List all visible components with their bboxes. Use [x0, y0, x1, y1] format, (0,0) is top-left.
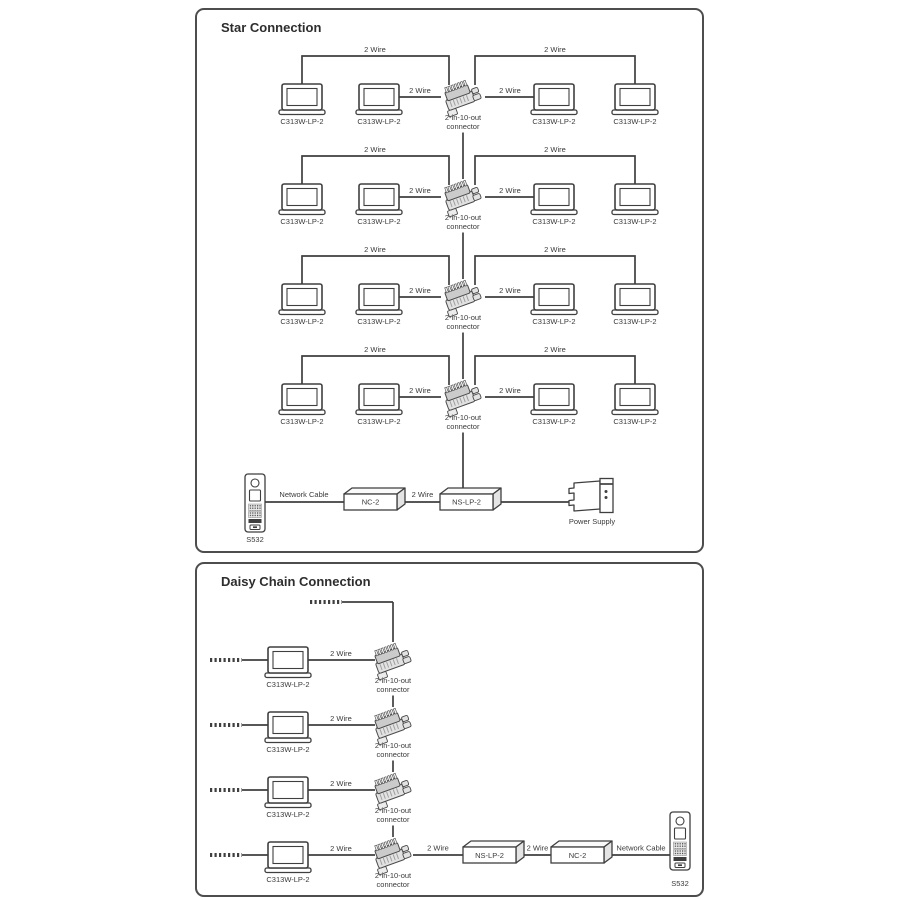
door-station-icon [245, 474, 265, 532]
monitor-icon [612, 84, 658, 115]
door-station-icon [670, 812, 690, 870]
monitor-label: C313W-LP-2 [357, 417, 401, 426]
monitor-icon [265, 712, 311, 743]
wire-label: 2 Wire [499, 86, 521, 95]
monitor-label: C313W-LP-2 [613, 217, 657, 226]
connector-label: connector [376, 685, 410, 694]
monitor-label: C313W-LP-2 [280, 117, 324, 126]
star-row [279, 345, 658, 431]
star-title: Star Connection [221, 20, 322, 35]
wire-label: 2 Wire [364, 45, 386, 54]
monitor-label: C313W-LP-2 [266, 810, 310, 819]
monitor-icon [612, 284, 658, 315]
wire-label: 2 Wire [364, 345, 386, 354]
star-row [279, 245, 658, 379]
nslp2-label: NS-LP-2 [452, 497, 481, 507]
monitor-icon [279, 84, 325, 115]
connector-label: 2-in-10-out [374, 871, 412, 880]
monitor-icon [356, 284, 402, 315]
connector-label: 2-in-10-out [444, 413, 482, 422]
monitor-label: C313W-LP-2 [357, 317, 401, 326]
monitor-icon [612, 184, 658, 215]
monitor-icon [279, 184, 325, 215]
monitor-label: C313W-LP-2 [266, 745, 310, 754]
monitor-label: C313W-LP-2 [613, 317, 657, 326]
nc2-label: NC-2 [361, 497, 380, 507]
monitor-label: C313W-LP-2 [532, 417, 576, 426]
door-station-label: S532 [671, 879, 689, 888]
star-row [279, 45, 658, 179]
connector-icon [369, 705, 413, 745]
wire-label: 2 Wire [330, 844, 352, 853]
monitor-label: C313W-LP-2 [357, 117, 401, 126]
monitor-icon [531, 384, 577, 415]
connector-icon [369, 770, 413, 810]
nslp2-label: NS-LP-2 [475, 851, 504, 860]
monitor-label: C313W-LP-2 [266, 875, 310, 884]
connector-label: connector [376, 880, 410, 889]
monitor-icon [279, 284, 325, 315]
connector-icon [369, 835, 413, 875]
wire-label: 2 Wire [544, 345, 566, 354]
connector-label: connector [446, 422, 480, 431]
daisy-row [210, 835, 414, 889]
power-supply-icon [569, 479, 613, 513]
monitor-label: C313W-LP-2 [532, 217, 576, 226]
wire-label: 2 Wire [330, 649, 352, 658]
connector-icon [369, 640, 413, 680]
daisy-row [210, 640, 414, 707]
wire-label: 2 Wire [526, 843, 549, 853]
monitor-icon [531, 284, 577, 315]
monitor-icon [531, 84, 577, 115]
monitor-label: C313W-LP-2 [357, 217, 401, 226]
wire-label: 2 Wire [499, 386, 521, 395]
monitor-icon [356, 384, 402, 415]
connector-icon [439, 277, 483, 317]
connector-icon [439, 377, 483, 417]
connector-label: 2-in-10-out [374, 806, 412, 815]
connector-label: connector [446, 222, 480, 231]
daisy-title: Daisy Chain Connection [221, 574, 371, 589]
wire-label: Network Cable [279, 490, 329, 499]
star-connection-panel [195, 8, 704, 553]
connector-label: connector [446, 122, 480, 131]
wire-label: 2 Wire [364, 145, 386, 154]
monitor-label: C313W-LP-2 [532, 317, 576, 326]
monitor-label: C313W-LP-2 [532, 117, 576, 126]
wire [302, 156, 449, 185]
connector-label: 2-in-10-out [374, 676, 412, 685]
wire-label: 2 Wire [330, 779, 352, 788]
nc2-label: NC-2 [568, 851, 587, 860]
daisy-row [210, 705, 414, 772]
monitor-icon [531, 184, 577, 215]
door-station-label: S532 [246, 535, 264, 544]
wire-label: 2 Wire [544, 245, 566, 254]
wire [302, 356, 449, 385]
wire [475, 56, 635, 85]
wire-label: 2 Wire [364, 245, 386, 254]
star-row [279, 145, 658, 279]
monitor-label: C313W-LP-2 [280, 417, 324, 426]
wire [475, 256, 635, 285]
wire-label: 2 Wire [427, 843, 449, 853]
wire-label: 2 Wire [544, 145, 566, 154]
monitor-label: C313W-LP-2 [280, 217, 324, 226]
wire-label: 2 Wire [499, 286, 521, 295]
connector-icon [439, 177, 483, 217]
daisy-row [210, 770, 414, 837]
connector-label: connector [376, 750, 410, 759]
wire-label: 2 Wire [409, 186, 431, 195]
monitor-icon [612, 384, 658, 415]
wire-label: 2 Wire [499, 186, 521, 195]
wire [475, 156, 635, 185]
power-supply-label: Power Supply [568, 517, 616, 526]
daisy-chain-panel [195, 562, 704, 897]
wire [302, 56, 449, 85]
monitor-label: C313W-LP-2 [266, 680, 310, 689]
daisy-diagram [197, 564, 702, 895]
wire-label: 2 Wire [409, 386, 431, 395]
monitor-icon [265, 777, 311, 808]
wire [475, 356, 635, 385]
monitor-icon [265, 647, 311, 678]
monitor-icon [265, 842, 311, 873]
connector-label: 2-in-10-out [444, 213, 482, 222]
wire-label: Network Cable [616, 843, 666, 853]
connector-label: 2-in-10-out [444, 113, 482, 122]
connector-label: 2-in-10-out [444, 313, 482, 322]
wire-label: 2 Wire [411, 490, 434, 499]
connector-label: connector [446, 322, 480, 331]
star-diagram [197, 10, 702, 551]
wire-label: 2 Wire [409, 86, 431, 95]
wire-label: 2 Wire [409, 286, 431, 295]
connector-icon [439, 77, 483, 117]
connector-label: connector [376, 815, 410, 824]
connector-label: 2-in-10-out [374, 741, 412, 750]
monitor-icon [279, 384, 325, 415]
monitor-label: C313W-LP-2 [280, 317, 324, 326]
monitor-icon [356, 84, 402, 115]
monitor-icon [356, 184, 402, 215]
wire-label: 2 Wire [330, 714, 352, 723]
monitor-label: C313W-LP-2 [613, 417, 657, 426]
monitor-label: C313W-LP-2 [613, 117, 657, 126]
wire [302, 256, 449, 285]
wire-label: 2 Wire [544, 45, 566, 54]
